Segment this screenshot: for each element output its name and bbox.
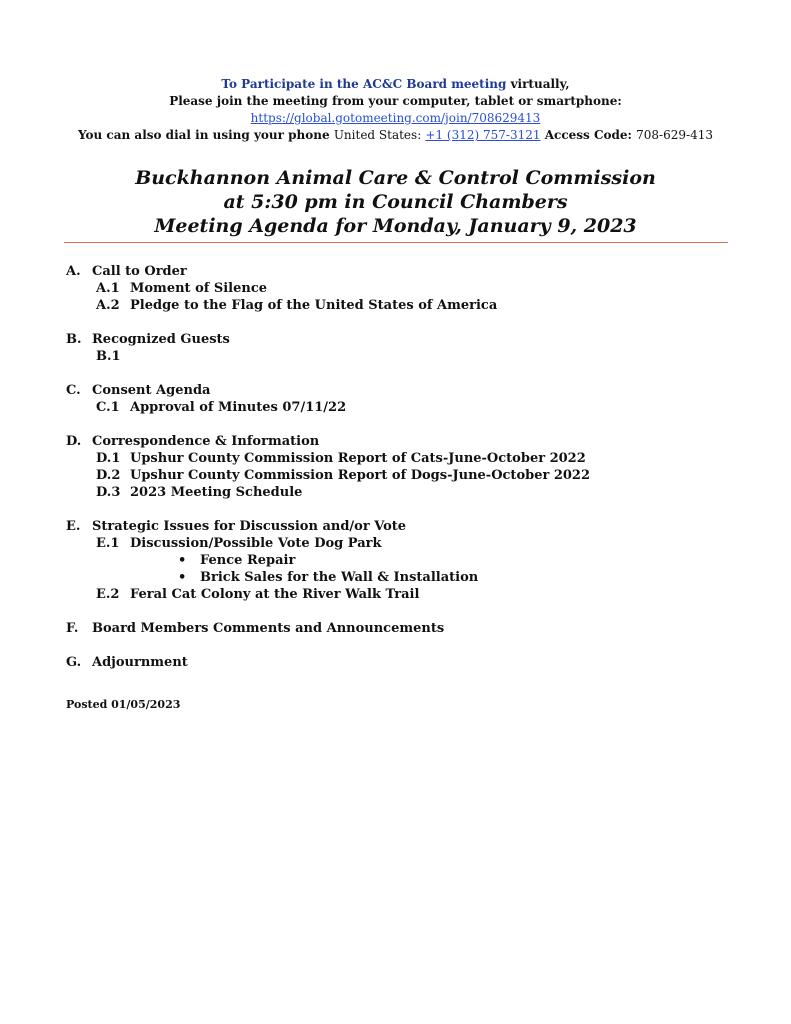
dial-country: United States: [333, 128, 422, 142]
agenda-section-g [66, 654, 746, 671]
header-blue-text: To Participate in the AC&C Board meeting [221, 77, 507, 91]
header-dial-line [0, 127, 791, 144]
item-label: Moment of Silence [130, 281, 268, 296]
section-label: Adjournment [92, 655, 188, 670]
item-number: B.1 [96, 349, 121, 364]
header-line-2: Please join the meeting from your computer, tablet or smartphone: [169, 94, 622, 108]
item-label: Upshur County Commission Report of Cats-June-October 2022 [130, 451, 586, 466]
item-number: E.2 [96, 587, 120, 602]
posted-date: Posted 01/05/2023 [66, 698, 181, 711]
title-line-1: Buckhannon Animal Care & Control Commission [135, 167, 656, 189]
item-label: Feral Cat Colony at the River Walk Trail [130, 587, 420, 602]
agenda-section-d [66, 433, 746, 501]
title-line-2: at 5:30 pm in Council Chambers [223, 191, 568, 213]
section-letter: C. [66, 383, 81, 398]
item-number: A.2 [96, 298, 120, 313]
access-code-value: 708-629-413 [636, 128, 713, 142]
dial-prefix: You can also dial in using your phone [78, 128, 330, 142]
section-letter: A. [66, 264, 81, 279]
item-number: D.2 [96, 468, 121, 483]
agenda-section-a [66, 263, 746, 314]
bullet-icon: • [178, 553, 187, 568]
header-virtually-text: virtually, [506, 77, 570, 91]
item-number: A.1 [96, 281, 120, 296]
section-label: Consent Agenda [92, 383, 211, 398]
item-number: D.1 [96, 451, 121, 466]
item-number: C.1 [96, 400, 120, 415]
item-label: Upshur County Commission Report of Dogs-June-October 2022 [130, 468, 591, 483]
item-label: Approval of Minutes 07/11/22 [130, 400, 347, 415]
meeting-link[interactable]: https://global.gotomeeting.com/join/708629413 [250, 111, 541, 125]
dial-number-link[interactable]: +1 (312) 757-3121 [425, 128, 541, 142]
section-letter: G. [66, 655, 82, 670]
section-label: Board Members Comments and Announcements [92, 621, 445, 636]
agenda-list [66, 263, 746, 688]
bullet-label: Brick Sales for the Wall & Installation [200, 570, 479, 585]
virtual-participation-header [0, 76, 791, 144]
section-label: Call to Order [92, 264, 187, 279]
bullet-label: Fence Repair [200, 553, 296, 568]
item-label: Discussion/Possible Vote Dog Park [130, 536, 382, 551]
item-label: 2023 Meeting Schedule [130, 485, 303, 500]
agenda-section-f [66, 620, 746, 637]
access-code-label: Access Code: [544, 128, 632, 142]
title-divider [64, 242, 728, 243]
item-number: E.1 [96, 536, 120, 551]
section-label: Correspondence & Information [92, 434, 320, 449]
section-letter: B. [66, 332, 82, 347]
item-number: D.3 [96, 485, 121, 500]
section-label: Strategic Issues for Discussion and/or Vote [92, 519, 407, 534]
section-letter: D. [66, 434, 82, 449]
bullet-icon: • [178, 570, 187, 585]
title-line-3: Meeting Agenda for Monday, January 9, 2023 [154, 215, 637, 237]
agenda-section-c [66, 382, 746, 416]
item-label: Pledge to the Flag of the United States of America [130, 298, 498, 313]
agenda-section-e [66, 518, 746, 603]
section-letter: E. [66, 519, 81, 534]
header-line-1 [0, 76, 791, 93]
section-label: Recognized Guests [92, 332, 230, 347]
agenda-section-b [66, 331, 746, 365]
agenda-title [0, 166, 791, 238]
section-letter: F. [66, 621, 79, 636]
